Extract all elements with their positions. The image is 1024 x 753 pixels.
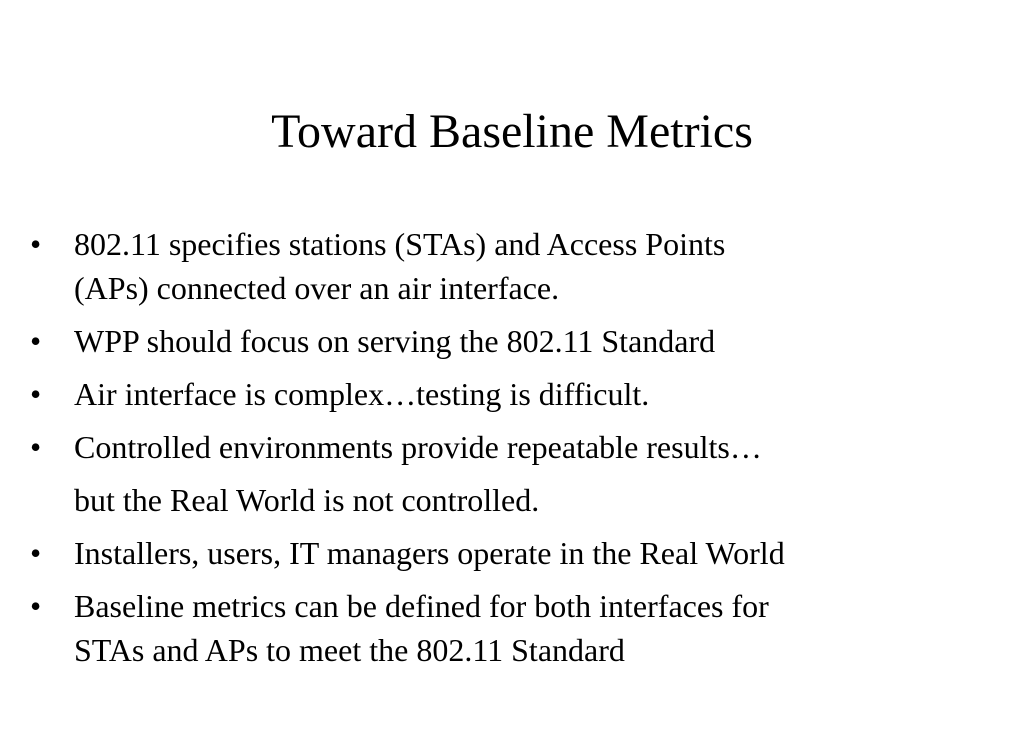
bullet-text: Air interface is complex…testing is difficult. bbox=[74, 376, 650, 412]
bullet-dot: • bbox=[30, 588, 42, 624]
bullet-item bbox=[30, 222, 990, 310]
bullet-text: (APs) connected over an air interface. bbox=[74, 270, 560, 306]
bullet-item bbox=[30, 372, 990, 416]
bullet-item bbox=[30, 531, 990, 575]
bullet-text: WPP should focus on serving the 802.11 Standard bbox=[74, 323, 716, 359]
bullet-dot: • bbox=[30, 226, 42, 262]
bullet-text: STAs and APs to meet the 802.11 Standard bbox=[74, 632, 625, 668]
bullet-text: Installers, users, IT managers operate in the Real World bbox=[74, 535, 785, 571]
bullet-text: Baseline metrics can be defined for both interfaces for bbox=[74, 588, 769, 624]
bullet-item bbox=[30, 319, 990, 363]
bullet-text: 802.11 specifies stations (STAs) and Access Points bbox=[74, 226, 726, 262]
bullet-text: but the Real World is not controlled. bbox=[74, 482, 540, 518]
bullet-dot: • bbox=[30, 376, 42, 412]
bullet-item bbox=[30, 584, 990, 672]
slide-title: Toward Baseline Metrics bbox=[271, 105, 753, 158]
bullet-dot: • bbox=[30, 535, 42, 571]
bullet-item bbox=[30, 425, 990, 522]
bullet-dot: • bbox=[30, 323, 42, 359]
bullet-list bbox=[30, 222, 990, 681]
bullet-text: Controlled environments provide repeatable results… bbox=[74, 429, 762, 465]
bullet-dot: • bbox=[30, 429, 42, 465]
